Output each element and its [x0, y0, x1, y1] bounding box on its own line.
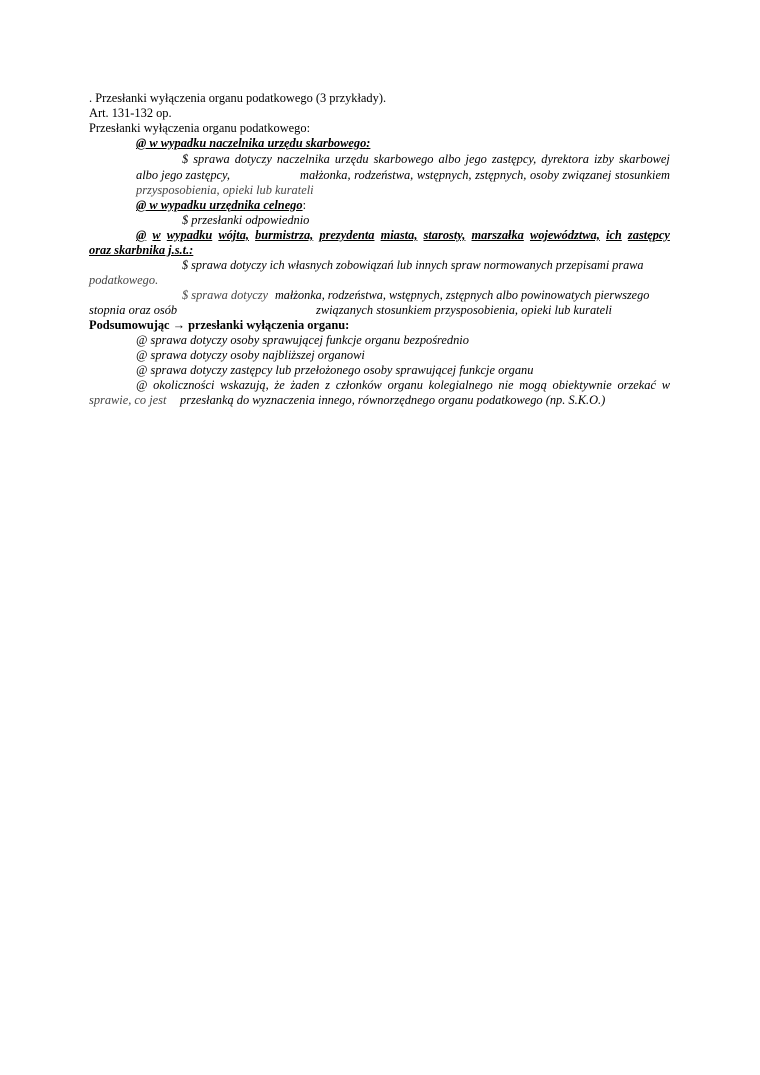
word: małżonka, [300, 168, 351, 182]
word: dotyczy [234, 152, 272, 166]
summary-item: @ sprawa dotyczy osoby najbliższej organowi [136, 348, 365, 362]
word: zastępcy, [491, 152, 537, 166]
intro-line: Przesłanki wyłączenia organu podatkowego: [89, 121, 311, 135]
word: orzekać [617, 378, 656, 392]
word: wójta, [218, 228, 249, 242]
section1-heading: @ w wypadku naczelnika urzędu skarbowego: [136, 136, 371, 150]
word: wstępnych, [416, 168, 472, 182]
section1-line1 [182, 152, 670, 167]
summary-item-last-line2-right: przesłanką do wyznaczenia innego, równorzędnego organu podatkowego (np. S.K.O.) [180, 393, 606, 407]
word: albo [438, 152, 461, 166]
section2-heading-row [136, 198, 306, 213]
word: żaden [290, 378, 320, 392]
word: urzędu [334, 152, 369, 166]
word: marszałka [471, 228, 524, 242]
section2-heading-colon: : [302, 198, 307, 212]
word: ich [605, 228, 622, 242]
summary-item-last-line1 [136, 378, 670, 393]
word: naczelnika [276, 152, 330, 166]
arrow-right-icon: → [172, 318, 186, 332]
word: stosunkiem [614, 168, 670, 182]
word: $ [182, 152, 189, 166]
word: skarbowej [618, 152, 670, 166]
summary-heading [89, 318, 349, 333]
section3-line4-left: stopnia oraz osób [89, 303, 178, 317]
word: prezydenta [319, 228, 375, 242]
section3-heading-line1 [136, 228, 670, 243]
section3-heading-line2: oraz skarbnika j.s.t.: [89, 243, 194, 257]
summary-item: @ sprawa dotyczy osoby sprawującej funkcje organu bezpośrednio [136, 333, 469, 347]
word: miasta, [380, 228, 418, 242]
summary-item-last-line2-left: sprawie, co jest [89, 393, 167, 407]
word: wypadku [166, 228, 213, 242]
word: sprawa [193, 152, 230, 166]
word: z [325, 378, 330, 392]
title-line: . Przesłanki wyłączenia organu podatkowego (3 przykłady). [89, 91, 387, 105]
word: dyrektora [541, 152, 589, 166]
section1-line3: przysposobienia, opieki lub kurateli [136, 183, 314, 197]
word: zastępcy [627, 228, 670, 242]
section3-line3-left: $ sprawa dotyczy [182, 288, 269, 302]
section3-line4-right: związanych stosunkiem przysposobienia, opieki lub kurateli [316, 303, 612, 317]
word: @ [136, 378, 148, 392]
word: @ [136, 228, 147, 242]
word: jego [465, 152, 487, 166]
section3-line3-right: małżonka, rodzeństwa, wstępnych, zstępnych albo powinowatych pierwszego [275, 288, 650, 302]
word: województwa, [529, 228, 600, 242]
section1-line2-left: albo jego zastępcy, [136, 168, 230, 182]
word: skarbowego [373, 152, 434, 166]
word: starosty, [423, 228, 466, 242]
summary-heading-rest: przesłanki wyłączenia organu: [188, 318, 350, 332]
word: rodzeństwa, [354, 168, 414, 182]
section3-line2: podatkowego. [89, 273, 159, 287]
word: obiektywnie [552, 378, 612, 392]
word: wskazują, [220, 378, 269, 392]
article-line: Art. 131-132 op. [89, 106, 172, 120]
summary-heading-text: Podsumowując [89, 318, 170, 332]
word: członków [335, 378, 382, 392]
word: osoby [529, 168, 559, 182]
word: mogą [519, 378, 547, 392]
word: zstępnych, [475, 168, 527, 182]
word: nie [498, 378, 514, 392]
word: związanej [562, 168, 612, 182]
section2-heading: @ w wypadku urzędnika celnego [136, 198, 303, 212]
word: kolegialnego [428, 378, 493, 392]
word: izby [593, 152, 614, 166]
word: organu [387, 378, 423, 392]
word: że [274, 378, 285, 392]
section3-line1: $ sprawa dotyczy ich własnych zobowiązań lub innych spraw normowanych przepisami prawa [182, 258, 644, 272]
word: w [661, 378, 670, 392]
word: burmistrza, [255, 228, 314, 242]
section1-line2 [300, 168, 670, 183]
summary-item: @ sprawa dotyczy zastępcy lub przełożonego osoby sprawującej funkcje organu [136, 363, 534, 377]
word: okoliczności [153, 378, 215, 392]
section2-line1: $ przesłanki odpowiednio [182, 213, 310, 227]
word: w [152, 228, 161, 242]
